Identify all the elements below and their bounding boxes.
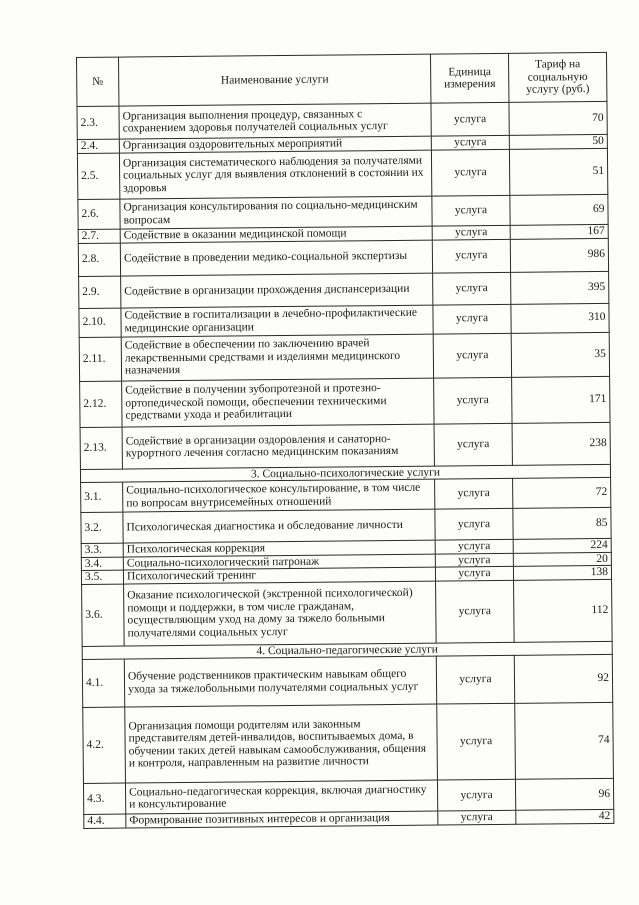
tariff-value: 238 xyxy=(512,422,610,465)
table-row xyxy=(82,654,612,707)
tariff-value: 20 xyxy=(513,552,611,566)
row-number: 2.8. xyxy=(78,243,120,276)
service-name: Организация выполнения процедур, связанных с сохранением здоровья получателей социальных услуг xyxy=(119,103,431,139)
unit-of-measure: услуга xyxy=(438,810,516,824)
unit-of-measure: услуга xyxy=(433,333,511,378)
service-name: Организация консультирования по социально-медицинским вопросам xyxy=(120,196,432,229)
service-name: Психологическая коррекция xyxy=(123,540,435,556)
unit-of-measure: услуга xyxy=(434,423,512,466)
table-row xyxy=(80,422,610,469)
header-service-name: Наименование услуги xyxy=(119,54,431,106)
table-row xyxy=(78,238,608,276)
tariff-value: 69 xyxy=(510,194,608,225)
table-row xyxy=(82,579,613,646)
row-number: 2.11. xyxy=(79,337,121,381)
header-unit: Единица измерения xyxy=(430,53,508,103)
unit-of-measure: услуга xyxy=(435,478,513,509)
row-number: 2.12. xyxy=(80,381,122,427)
unit-of-measure: услуга xyxy=(435,508,513,540)
tariff-value: 986 xyxy=(510,238,608,272)
unit-of-measure: услуга xyxy=(434,377,512,424)
unit-of-measure: услуга xyxy=(435,553,513,567)
tariff-value: 224 xyxy=(513,538,611,552)
tariff-value: 85 xyxy=(513,507,611,539)
service-name: Организация оздоровительных мероприятий xyxy=(119,136,431,153)
table-row xyxy=(77,148,607,199)
tariff-value: 310 xyxy=(511,303,609,333)
row-number: 2.7. xyxy=(78,229,120,243)
service-name: Социально-психологический патронаж xyxy=(123,554,435,570)
unit-of-measure: услуга xyxy=(432,239,510,273)
table-row xyxy=(77,101,607,139)
row-number: 2.6. xyxy=(78,199,120,229)
service-name: Содействие в проведении медико-социальной экспертизы xyxy=(120,240,432,276)
row-number: 2.3. xyxy=(77,106,119,139)
unit-of-measure: услуга xyxy=(436,580,515,643)
table-header xyxy=(77,52,607,106)
unit-of-measure: услуга xyxy=(431,149,509,196)
unit-of-measure: услуга xyxy=(432,225,510,239)
tariff-value: 92 xyxy=(514,654,612,703)
service-name: Содействие в обеспечении по заключению врачей лекарственными средствами и изделиями медицинского назначения xyxy=(121,334,433,381)
unit-of-measure: услуга xyxy=(435,539,513,553)
table-row xyxy=(79,332,609,381)
tariff-value: 96 xyxy=(515,778,613,810)
table-row xyxy=(83,778,613,814)
unit-of-measure: услуга xyxy=(436,655,514,704)
tariff-value: 167 xyxy=(510,224,608,238)
service-name: Обучение родственников практическим навыкам общего ухода за тяжелобольными получателями социальных услуг xyxy=(124,656,436,707)
service-name: Формирование позитивных интересов и организация xyxy=(126,811,438,827)
table-body xyxy=(77,101,614,828)
table-row xyxy=(83,702,614,783)
tariff-table xyxy=(76,52,614,829)
row-number: 3.5. xyxy=(81,570,123,584)
row-number: 3.1. xyxy=(81,482,123,512)
table-row xyxy=(80,376,610,427)
service-name: Психологический тренинг xyxy=(123,567,435,583)
service-name: Социально-педагогическая коррекция, включая диагностику и консультирование xyxy=(125,780,437,814)
service-name: Содействие в получении зубопротезной и протезно-ортопедической помощи, обеспечении техническими средствами ухода и реабилитации xyxy=(122,378,434,427)
row-number: 3.2. xyxy=(81,512,123,543)
unit-of-measure: услуга xyxy=(431,135,509,150)
unit-of-measure: услуга xyxy=(432,195,510,226)
tariff-value: 138 xyxy=(513,565,611,579)
service-name: Содействие в организации оздоровления и санаторно-курортного лечения согласно медицинским показаниям xyxy=(122,424,434,469)
row-number: 4.3. xyxy=(83,783,125,814)
service-name: Содействие в госпитализации в лечебно-профилактические медицинские организации xyxy=(121,305,433,337)
row-number: 4.2. xyxy=(83,707,126,783)
header-tariff: Тариф на социальную услугу (руб.) xyxy=(508,52,606,102)
unit-of-measure: услуга xyxy=(435,566,513,580)
unit-of-measure: услуга xyxy=(433,272,511,305)
tariff-value: 50 xyxy=(509,134,607,149)
row-number: 4.1. xyxy=(82,659,124,707)
unit-of-measure: услуга xyxy=(433,304,511,334)
unit-of-measure: услуга xyxy=(431,102,509,136)
tariff-value: 35 xyxy=(511,332,609,377)
row-number: 2.13. xyxy=(80,427,122,469)
header-number: № xyxy=(77,57,119,106)
service-name: Содействие в оказании медицинской помощи xyxy=(120,226,432,242)
tariff-value: 42 xyxy=(516,809,614,823)
tariff-value: 74 xyxy=(515,702,614,779)
row-number: 3.3. xyxy=(81,543,123,557)
section-title: 3. Социально-психологические услуги xyxy=(80,464,610,483)
row-number: 4.4. xyxy=(84,814,126,828)
row-number: 3.4. xyxy=(81,557,123,571)
row-number: 3.6. xyxy=(82,584,125,646)
service-name: Социально-психологическое консультирование, в том числе по вопросам внутрисемейных отношений xyxy=(123,479,435,512)
row-number: 2.10. xyxy=(79,308,121,337)
service-name: Содействие в организации прохождения диспансеризации xyxy=(121,273,433,308)
table-row xyxy=(79,271,609,308)
service-name: Психологическая диагностика и обследование личности xyxy=(123,509,435,543)
row-number: 2.5. xyxy=(77,153,119,199)
tariff-value: 70 xyxy=(509,101,607,135)
unit-of-measure: услуга xyxy=(437,779,515,811)
service-name: Организация помощи родителям или законным представителям детей-инвалидов, воспитываемых дома, в обучении таких детей навыкам самообслуживания, общения и контроля, направленным на развитие личности xyxy=(125,704,438,783)
table-row xyxy=(81,507,611,543)
row-number: 2.4. xyxy=(77,139,119,153)
service-name: Оказание психологической (экстренной психологической) помощи и поддержки, в том числе гражданам, осуществляющим уход на дому за тяжело больными получателями социальных услуг xyxy=(124,581,437,646)
tariff-value: 395 xyxy=(511,271,609,304)
tariff-value: 112 xyxy=(514,579,613,642)
row-number: 2.9. xyxy=(79,276,121,308)
tariff-value: 72 xyxy=(513,477,611,508)
unit-of-measure: услуга xyxy=(437,703,516,780)
tariff-value: 171 xyxy=(512,376,610,423)
tariff-value: 51 xyxy=(509,148,607,195)
section-title: 4. Социально-педагогические услуги xyxy=(82,641,612,660)
service-name: Организация систематического наблюдения за получателями социальных услуг для выявления отклонений в состоянии их здоровья xyxy=(119,150,431,199)
